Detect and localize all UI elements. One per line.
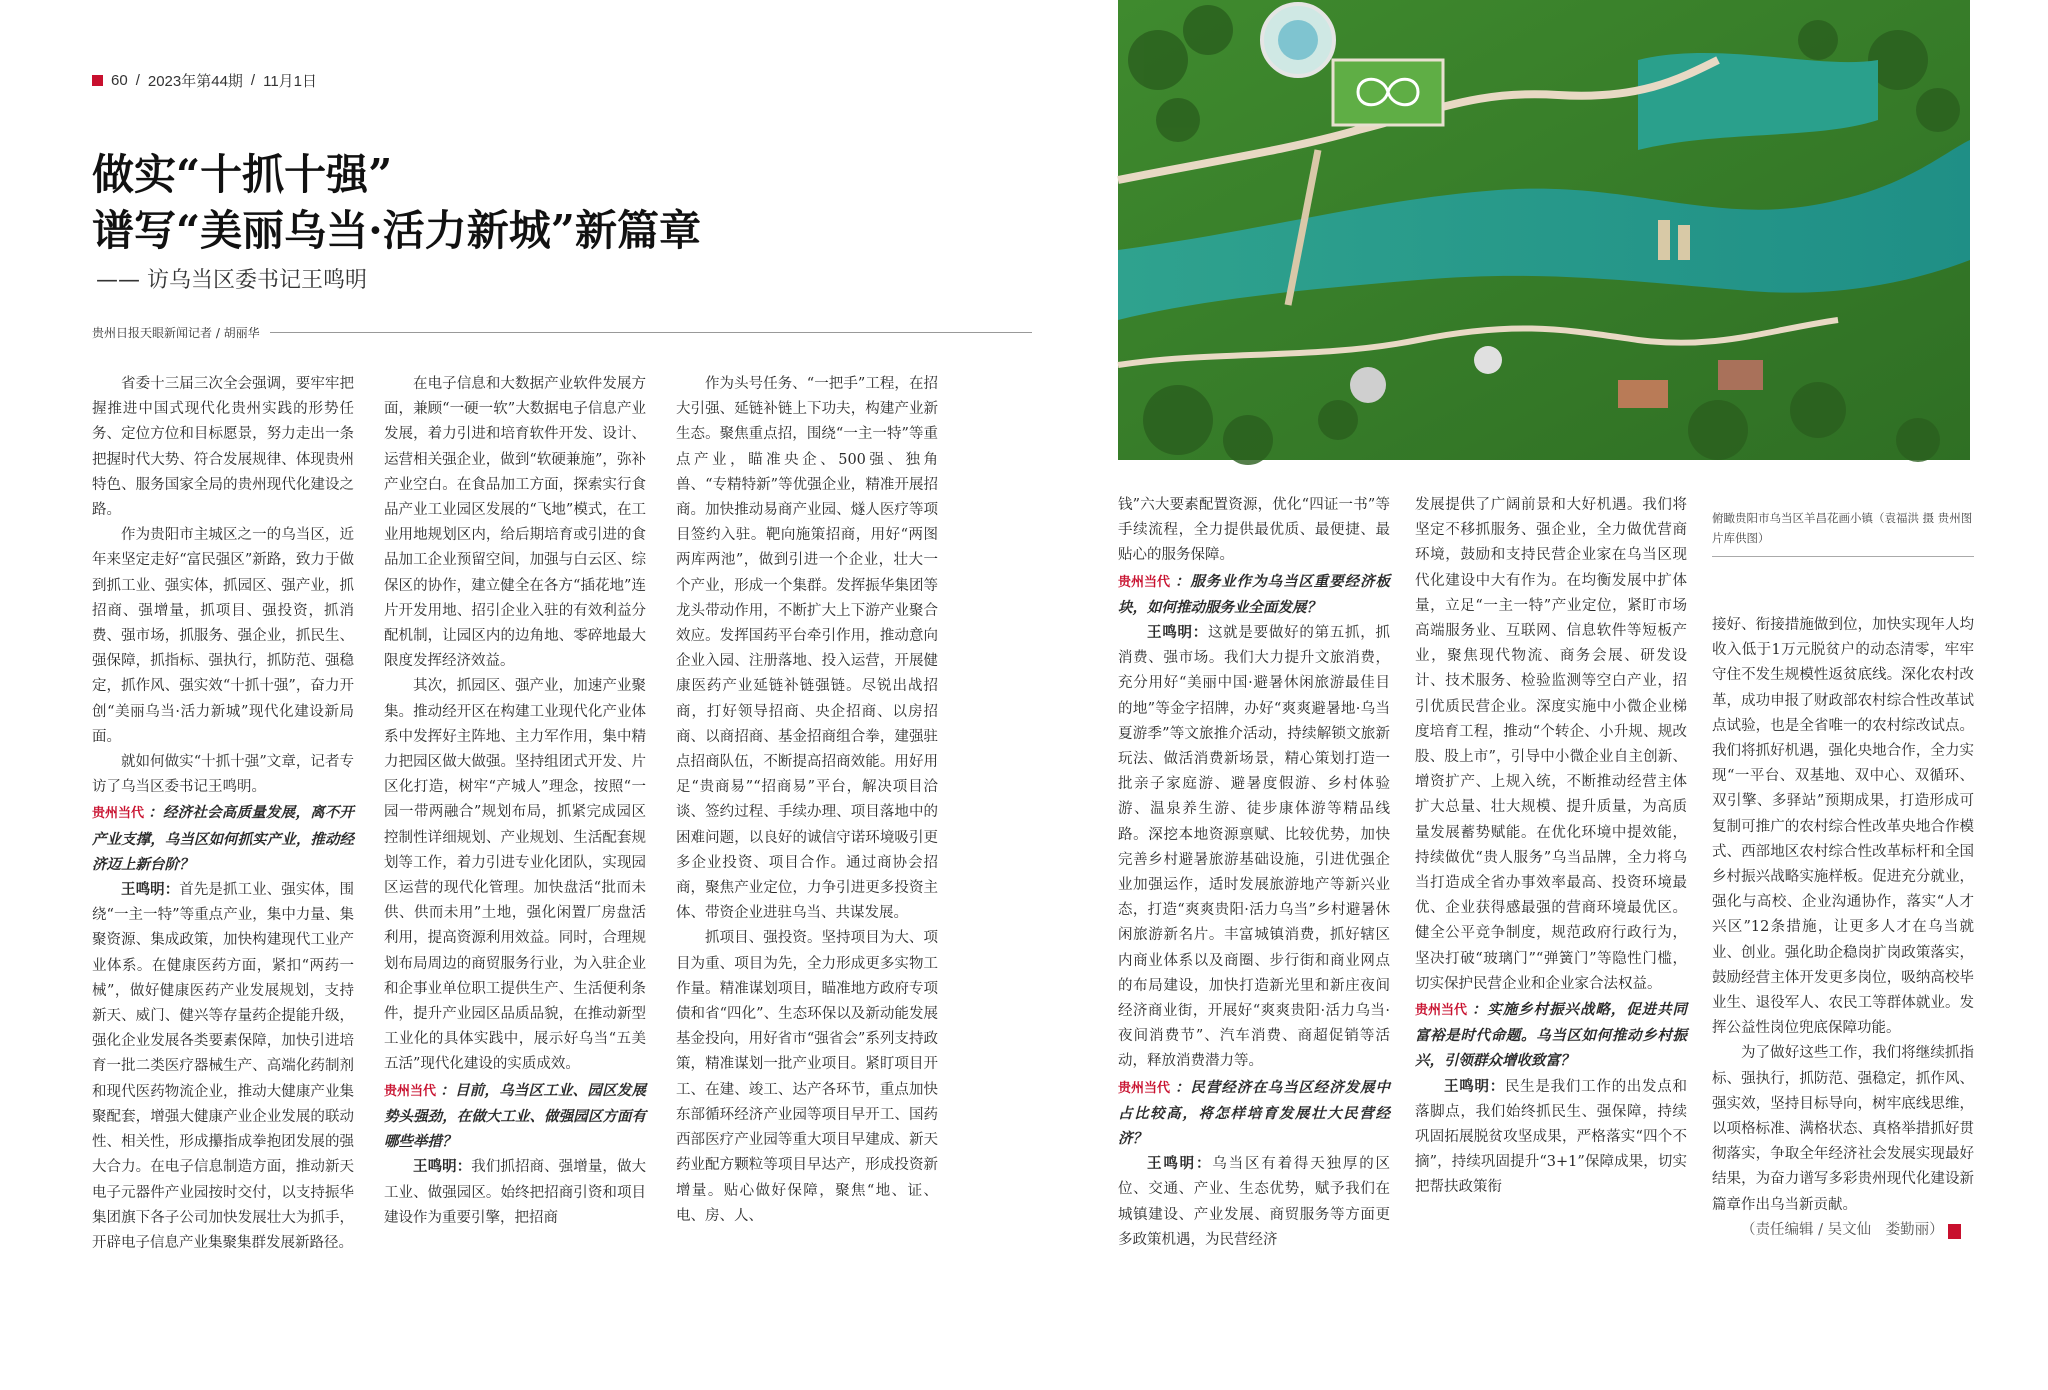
byline bbox=[92, 324, 1032, 341]
red-square-icon bbox=[92, 75, 103, 86]
end-mark-icon: D bbox=[1948, 1224, 1961, 1239]
paragraph: 就如何做实“十抓十强”文章，记者专访了乌当区委书记王鸣明。 bbox=[92, 754, 354, 796]
question-mark-logo: 贵州当代 bbox=[1118, 1080, 1171, 1096]
question-mark-logo: 贵州当代 bbox=[384, 1083, 437, 1099]
paragraph: 抓项目、强投资。坚持项目为大、项目为重、项目为先，全力形成更多实物工作量。精准谋划项目，瞄准地方政府专项债和省“四化”、生态环保以及新动能发展基金投向，用好省市“强省会”系列支持政策，精准谋划一批产业项目。紧盯项目开工、在建、竣工、达产各环节，重点加快东部循环经济产业园等项目早开工、国药西部医疗产业园等重大项目早建成、新天药业配方颗粒等项目早达产，形成投资新增量。贴心做好保障，聚焦“地、证、电、房、人、 bbox=[676, 930, 938, 1224]
answer: 王鸣明：首先是抓工业、强实体，围绕“一主一特”等重点产业，集中力量、集聚资源、集成政策，加快构建现代工业产业体系。在健康医药方面，紧扣“两药一械”，做好健康医药产业发展规划，支持新天、威门、健兴等存量药企提能升级，强化企业发展各类要素保障，加快引进培育一批二类医疗器械生产、高端化药制剂和现代医药物流企业，推动大健康产业集聚配套，增强大健康产业企业发展的联动性、相关性，形成攥指成拳抱团发展的强大合力。在电子信息制造方面，推动新天电子元器件产业园按时交付，以支持振华集团旗下各子公司加快发展壮大为抓手，开辟电子信息产业集聚集群发展新路径。 bbox=[92, 881, 355, 1251]
article-column-5 bbox=[1415, 493, 1687, 1317]
paragraph: 作为贵阳市主城区之一的乌当区，近年来坚定走好“富民强区”新路，致力于做到抓工业、强实体，抓园区、强产业，抓招商、强增量，抓项目、强投资，抓消费、强市场，抓服务、强企业，抓民生、强保障，抓指标、强执行，抓防范、强稳定，抓作风、强实效“十抓十强”，奋力开创“美丽乌当·活力新城”现代化建设新局面。 bbox=[92, 527, 354, 745]
question-mark-logo: 贵州当代 bbox=[1415, 1003, 1468, 1019]
separator: / bbox=[250, 72, 256, 89]
speaker-label: 王鸣明： bbox=[1444, 1077, 1505, 1095]
paragraph: 作为头号任务、“一把手”工程，在招大引强、延链补链上下功夫，构建产业新生态。聚焦重点招，围绕“一主一特”等重点产业，瞄准央企、500强、独角兽、“专精特新”等优强企业，精准开展招商。加快推动易商产业园、燧人医疗等项目签约入驻。靶向施策招商，用好“两图两库两池”，做到引进一个企业，壮大一个产业，形成一个集群。发挥振华集团等龙头带动作用，不断扩大上下游产业聚合效应。发挥国药平台牵引作用，推动意向企业入园、注册落地、投入运营，开展健康医药产业延链补链强链。尽锐出战招商，打好领导招商、央企招商、以房招商、以商招商、基金招商组合拳，建强驻点招商队伍，不断提高招商效能。用好用足“贵商易”“招商易”平台，解决项目洽谈、签约过程、手续办理、项目落地中的困难问题，以良好的诚信守诺环境吸引更多企业投资、项目合作。通过商协会招商，聚焦产业定位，力争引进更多投资主体、带资企业进驻乌当、共谋发展。 bbox=[676, 376, 938, 922]
question: 贵州当代 ：民营经济在乌当区经济发展中占比较高，将怎样培育发展壮大民营经济？ bbox=[1118, 1075, 1390, 1152]
answer: 王鸣明：乌当区有着得天独厚的区位、交通、产业、生态优势，赋予我们在城镇建设、产业发展、商贸服务等方面更多政策机遇，为民营经济 bbox=[1118, 1155, 1391, 1248]
paragraph: 省委十三届三次全会强调，要牢牢把握推进中国式现代化贵州实践的形势任务、定位方位和目标愿景，努力走出一条把握时代大势、符合发展规律、体现贵州特色、服务国家全局的贵州现代化建设之路。 bbox=[92, 376, 354, 519]
paragraph: 为了做好这些工作，我们将继续抓指标、强执行，抓防范、强稳定，抓作风、强实效，坚持目标导向，树牢底线思维，以项格标准、满格状态、真格举措抓好贯彻落实，争取全年经济社会发展实现最好结果，为奋力谱写多彩贵州现代化建设新篇章作出乌当新贡献。 bbox=[1712, 1045, 1974, 1213]
issue-date: 11月1日 bbox=[263, 73, 318, 90]
headline-line2: 谱写“美丽乌当·活力新城”新篇章 bbox=[92, 206, 701, 255]
question-mark-logo: 贵州当代 bbox=[92, 806, 145, 822]
question-mark-logo: 贵州当代 bbox=[1118, 574, 1171, 590]
separator: / bbox=[135, 72, 140, 89]
page-number: 60 bbox=[111, 72, 128, 89]
question: 贵州当代 ：实施乡村振兴战略，促进共同富裕是时代命题。乌当区如何推动乡村振兴，引领群众增收致富？ bbox=[1415, 997, 1687, 1074]
question: 贵州当代 ：服务业作为乌当区重要经济板块，如何推动服务业全面发展？ bbox=[1118, 569, 1390, 620]
paragraph: 在电子信息和大数据产业软件发展方面，兼顾“一硬一软”大数据电子信息产业发展，着力引进和培育软件开发、设计、运营相关强企业，做到“软硬兼施”，弥补产业空白。在食品加工方面，探索实行食品产业工业园区发展的“飞地”模式，在工业用地规划区内，给后期培育或引进的食品加工企业预留空间，加强与白云区、综保区的协作，建立健全在各方“插花地”连片开发用地、招引企业入驻的有效利益分配机制，让园区内的边角地、零碎地最大限度发挥经济效益。 bbox=[384, 376, 646, 670]
answer: 王鸣明：这就是要做好的第五抓，抓消费、强市场。我们大力提升文旅消费，充分用好“美丽中国·避暑休闲旅游最佳目的地”等金字招牌，办好“爽爽避暑地·乌当夏游季”等文旅推介活动，持续解锁文旅新玩法、做活消费新场景，精心策划打造一批亲子家庭游、避暑度假游、乡村体验游、温泉养生游、徒步康体游等精品线路。深挖本地资源禀赋、比较优势，加快完善乡村避暑旅游基础设施，引进优强企业加强运作，适时发展旅游地产等新兴业态，打造“爽爽贵阳·活力乌当”乡村避暑休闲旅游新名片。丰富城镇消费，抓好辖区内商业体系以及商圈、步行街和商业网点的布局建设，加快打造新光里和新庄夜间经济商业街，开展好“爽爽贵阳·活力乌当·夜间消费节”、汽车消费、商超促销等活动，释放消费潜力等。 bbox=[1118, 624, 1391, 1070]
speaker-label: 王鸣明： bbox=[413, 1158, 472, 1176]
paragraph: 其次，抓园区、强产业，加速产业聚集。推动经开区在构建工业现代化产业体系中发挥好主阵地、主力军作用，集中精力把园区做大做强。坚持组团式开发、片区化打造，树牢“产城人”理念，按照“一园一带两融合”规划布局，抓紧完成园区控制性详细规划、产业规划、生活配套规划等工作，着力引进专业化团队，实现园区运营的现代化管理。加快盘活“批而未供、供而未用”土地，强化闲置厂房盘活利用，提高资源利用效益。同时，合理规划布局周边的商贸服务行业，为入驻企业和企事业单位职工提供生产、生活便利条件，提升产业园区品质品貌，在推动新型工业化的具体实践中，展示好乌当“五美五活”现代化建设的实质成效。 bbox=[384, 678, 646, 1073]
page-header bbox=[92, 70, 317, 91]
byline-rule bbox=[270, 332, 1032, 333]
speaker-label: 王鸣明： bbox=[121, 881, 180, 899]
paragraph: 钱”六大要素配置资源，优化“四证一书”等手续流程，全力提供最优质、最便捷、最贴心的服务保障。 bbox=[1118, 497, 1390, 564]
headline-line1: 做实“十抓十强” bbox=[92, 150, 393, 199]
paragraph: 接好、衔接措施做到位，加快实现年人均收入低于1万元脱贫户的动态清零，牢牢守住不发生规模性返贫底线。深化农村改革，成功申报了财政部农村综合性改革试点试验，也是全省唯一的农村综改试点。我们将抓好机遇，强化央地合作，全力实现“一平台、双基地、双中心、双循环、双引擎、多驿站”预期成果，打造形成可复制可推广的农村综合性改革央地合作模式、西部地区农村综合性改革标杆和全国乡村振兴战略实施样板。促进充分就业，强化与高校、企业沟通协作，落实“人才兴区”12条措施，让更多人才在乌当就业、创业。强化助企稳岗扩岗政策落实，鼓励经营主体开发更多岗位，吸纳高校毕业生、退役军人、农民工等群体就业。发挥公益性岗位兜底保障功能。 bbox=[1712, 617, 1974, 1037]
speaker-label: 王鸣明： bbox=[1147, 1155, 1213, 1173]
issue-number: 2023年第44期 bbox=[147, 73, 243, 90]
editor-credit: （责任编辑 / 吴文仙 娄勤丽） D bbox=[1741, 1221, 1985, 1238]
question: 贵州当代 ：目前，乌当区工业、园区发展势头强劲，在做大工业、做强园区方面有哪些举措？ bbox=[384, 1078, 646, 1155]
article-column-1 bbox=[92, 372, 354, 1317]
paragraph: 发展提供了广阔前景和大好机遇。我们将坚定不移抓服务、强企业，全力做优营商环境，鼓励和支持民营企业家在乌当区现代化建设中大有作为。在均衡发展中扩体量，立足“一主一特”产业定位，紧盯市场高端服务业、互联网、信息软件等短板产业，聚焦现代物流、商务会展、研发设计、技术服务、检验监测等空白产业，招引优质民营企业。深度实施中小微企业梯度培育工程，推动“个转企、小升规、规改股、股上市”，引导中小微企业自主创新、增资扩产、上规入统，不断推动经营主体扩大总量、壮大规模、提升质量，为高质量发展蓄势赋能。在优化环境中提效能，持续做优“贵人服务”乌当品牌，全力将乌当打造成全省办事效率最高、投资环境最优、企业获得感最强的营商环境最优区。健全公平竞争制度，规范政府行政行为，坚决打破“玻璃门”“弹簧门”等隐性门槛，切实保护民营企业和企业家合法权益。 bbox=[1415, 497, 1687, 992]
article-column-6 bbox=[1712, 613, 1985, 1317]
subtitle: —— 访乌当区委书记王鸣明 bbox=[96, 268, 367, 293]
answer: 王鸣明：我们抓招商、强增量，做大工业、做强园区。始终把招商引资和项目建设作为重要引擎，把招商 bbox=[384, 1158, 647, 1226]
speaker-label: 王鸣明： bbox=[1147, 624, 1208, 642]
article-column-3 bbox=[676, 372, 938, 1317]
aerial-photo-image bbox=[1118, 0, 1970, 460]
article-column-2 bbox=[384, 372, 646, 1317]
article-column-4 bbox=[1118, 493, 1390, 1317]
answer: 王鸣明：民生是我们工作的出发点和落脚点，我们始终抓民生、强保障，持续巩固拓展脱贫攻坚成果，严格落实“四个不摘”，持续巩固提升“3+1”保障成果，切实把帮扶政策衔 bbox=[1415, 1077, 1688, 1196]
byline-text: 贵州日报天眼新闻记者 / 胡丽华 bbox=[92, 326, 260, 340]
question: 贵州当代 ：经济社会高质量发展，离不开产业支撑，乌当区如何抓实产业，推动经济迈上新台阶？ bbox=[92, 800, 354, 877]
aerial-photo bbox=[1118, 0, 1970, 460]
photo-caption: 俯瞰贵阳市乌当区羊昌花画小镇（袁福洪 摄 贵州图片库供图） bbox=[1712, 508, 1974, 557]
